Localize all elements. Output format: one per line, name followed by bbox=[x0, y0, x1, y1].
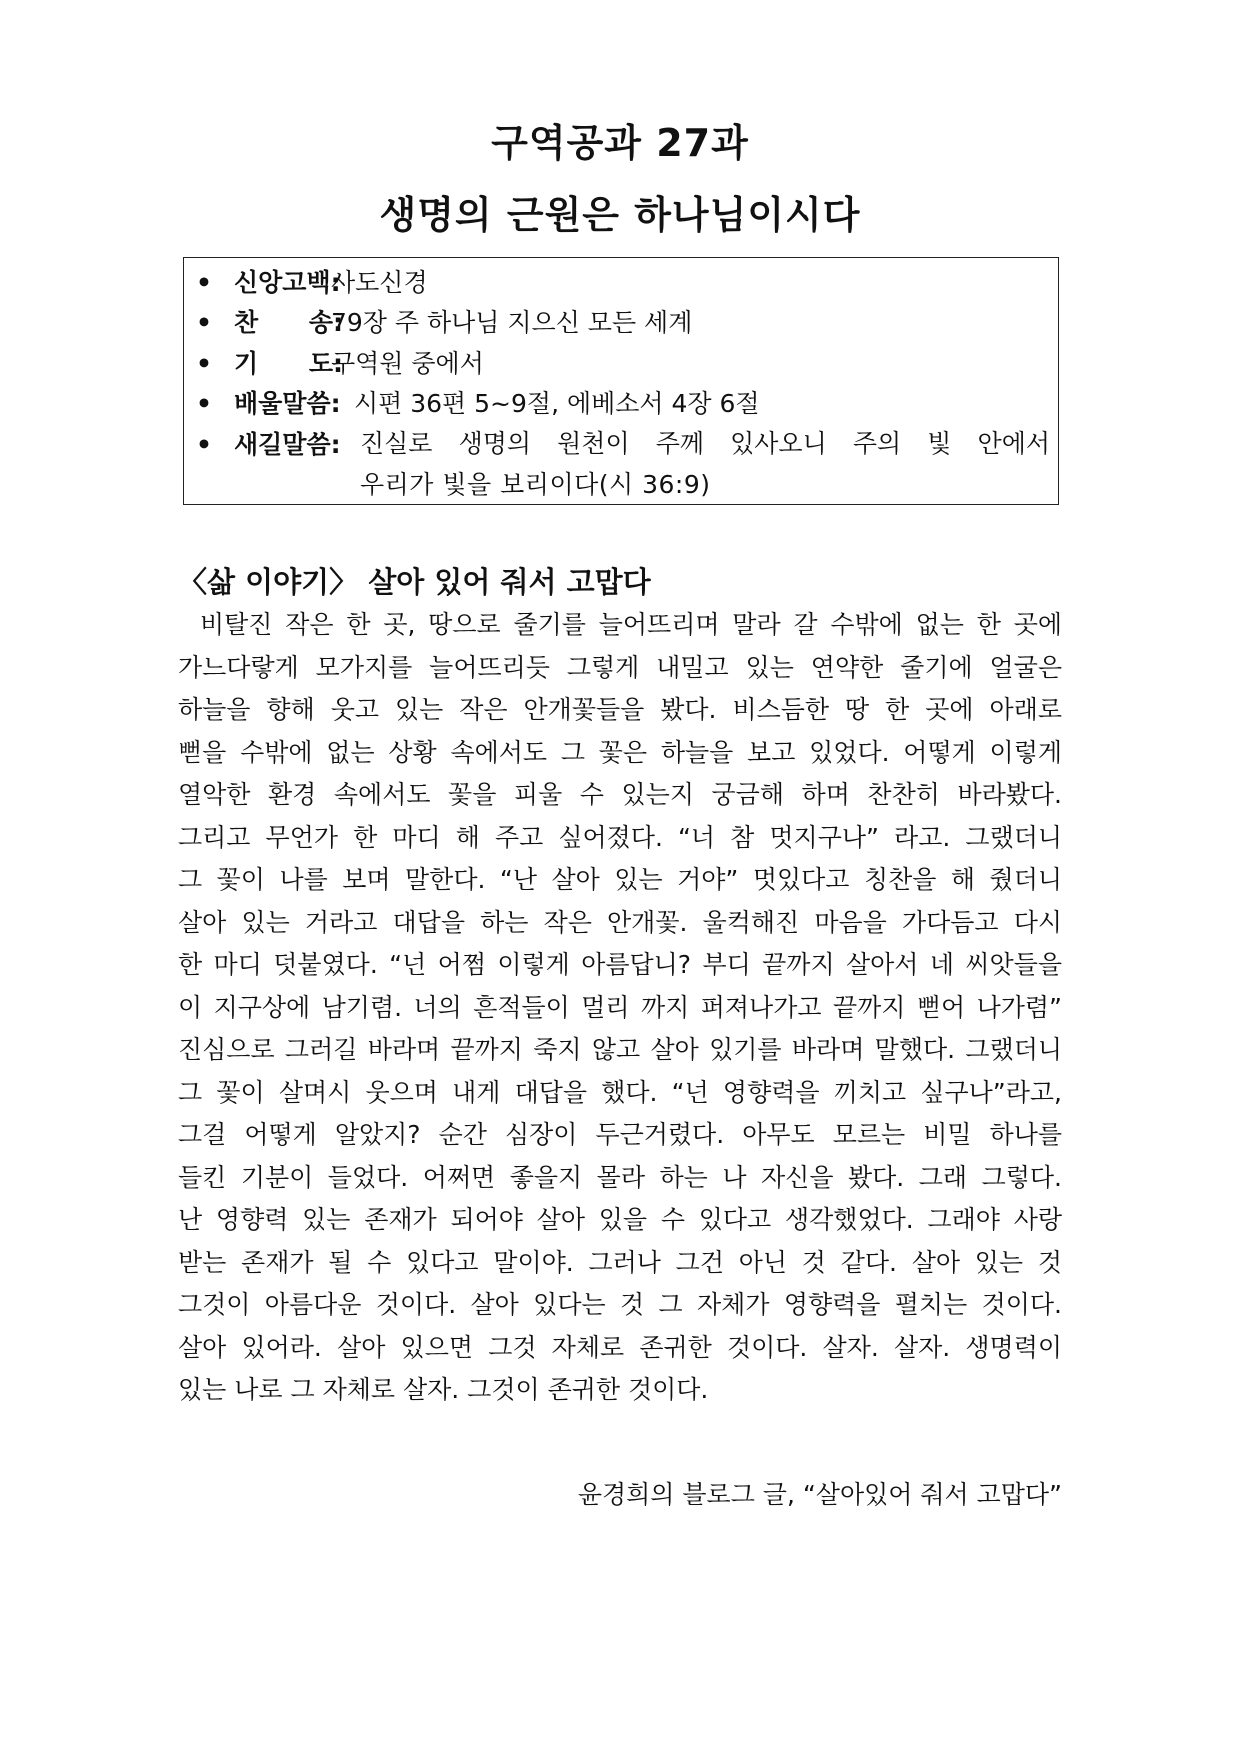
story-line: 그리고 무언가 한 마디 해 주고 싶어졌다. “너 참 멋지구나” 라고. 그랬더니 bbox=[178, 822, 1062, 852]
story-line: 들킨 기분이 들었다. 어쩌면 좋을지 몰라 하는 나 자신을 봤다. 그래 그렇다. bbox=[178, 1162, 1062, 1192]
story-line: 그것이 아름다운 것이다. 살아 있다는 것 그 자체가 영향력을 펼치는 것이다. bbox=[178, 1290, 1062, 1319]
story-line: 그 꽃이 나를 보며 말한다. “난 살아 있는 거야” 멋있다고 칭찬을 해 줬더니 bbox=[178, 865, 1062, 894]
bullet-icon: • bbox=[196, 349, 212, 378]
scripture-label: 배울말씀: bbox=[234, 389, 341, 418]
story-line: 그 꽃이 살며시 웃으며 내게 대답을 했다. “넌 영향력을 끼치고 싶구나”라고, bbox=[178, 1077, 1062, 1107]
story-line: 살아 있어라. 살아 있으면 그것 자체로 존귀한 것이다. 살자. 살자. 생명력이 bbox=[178, 1332, 1062, 1362]
story-line: 가느다랗게 모가지를 늘어뜨리듯 그렇게 내밀고 있는 연약한 줄기에 얼굴은 bbox=[178, 652, 1062, 682]
story-line: 있는 나로 그 자체로 살자. 그것이 존귀한 것이다. bbox=[178, 1375, 709, 1404]
story-heading: 〈삶 이야기〉 살아 있어 줘서 고맙다 bbox=[178, 565, 651, 599]
story-line: 열악한 환경 속에서도 꽃을 피울 수 있는지 궁금해 하며 찬찬히 바라봤다. bbox=[178, 780, 1062, 809]
memory-verse-line-2 bbox=[360, 470, 711, 500]
bullet-icon: • bbox=[196, 389, 212, 418]
story-line: 뻗을 수밖에 없는 상황 속에서도 그 꽃은 하늘을 보고 있었다. 어떻게 이렇게 bbox=[178, 737, 1062, 767]
memory-verse-label: 새길말씀: bbox=[234, 430, 341, 459]
story-line: 난 영향력 있는 존재가 되어야 살아 있을 수 있다고 생각했었다. 그래야 사랑 bbox=[178, 1205, 1062, 1234]
memory-verse-line-2-text: 우리가 빛을 보리이다(시 36:9) bbox=[360, 470, 711, 499]
scripture-value: 시편 36편 5~9절, 에베소서 4장 6절 bbox=[354, 389, 760, 418]
hymn-label-text: 찬 송: bbox=[234, 308, 344, 337]
prayer-label bbox=[234, 349, 343, 379]
story-line: 살아 있는 거라고 대답을 하는 작은 안개꽃. 울컥해진 마음을 가다듬고 다시 bbox=[178, 907, 1062, 937]
confession-value: 사도신경 bbox=[331, 268, 428, 297]
story-line: 진심으로 그러길 바라며 끝까지 죽지 않고 살아 있기를 바라며 말했다. 그랬더니 bbox=[178, 1035, 1062, 1064]
story-body bbox=[178, 604, 1062, 1412]
hymn-label bbox=[234, 308, 344, 338]
story-line: 받는 존재가 될 수 있다고 말이야. 그러나 그건 아닌 것 같다. 살아 있는 것 bbox=[178, 1247, 1062, 1277]
story-line: 한 마디 덧붙였다. “넌 어쩜 이렇게 아름답니? 부디 끝까지 살아서 네 씨앗들을 bbox=[178, 950, 1062, 979]
story-line: 하늘을 향해 웃고 있는 작은 안개꽃들을 봤다. 비스듬한 땅 한 곳에 아래로 bbox=[178, 695, 1062, 724]
story-line: 비탈진 작은 한 곳, 땅으로 줄기를 늘어뜨리며 말라 갈 수밖에 없는 한 곳에 bbox=[200, 610, 1062, 639]
prayer-value: 구역원 중에서 bbox=[331, 349, 484, 378]
memory-verse-line-1: 진실로 생명의 원천이 주께 있사오니 주의 빛 안에서 bbox=[360, 429, 1050, 458]
bullet-icon: • bbox=[196, 268, 212, 297]
worship-order-box bbox=[183, 257, 1059, 505]
lesson-number-title: 구역공과 27과 bbox=[491, 121, 749, 165]
hymn-value: 79장 주 하나님 지으신 모든 세계 bbox=[331, 308, 693, 337]
bullet-icon: • bbox=[196, 308, 212, 337]
lesson-title: 생명의 근원은 하나님이시다 bbox=[379, 193, 861, 237]
confession-label: 신앙고백: bbox=[234, 268, 341, 297]
story-line: 이 지구상에 남기렴. 너의 흔적들이 멀리 까지 퍼져나가고 끝까지 뻗어 나가렴” bbox=[178, 992, 1062, 1022]
prayer-label-text: 기 도: bbox=[234, 349, 344, 378]
story-citation: 윤경희의 블로그 글, “살아있어 줘서 고맙다” bbox=[577, 1480, 1062, 1509]
bullet-icon: • bbox=[196, 430, 212, 459]
story-line: 그걸 어떻게 알았지? 순간 심장이 두근거렸다. 아무도 모르는 비밀 하나를 bbox=[178, 1120, 1062, 1149]
